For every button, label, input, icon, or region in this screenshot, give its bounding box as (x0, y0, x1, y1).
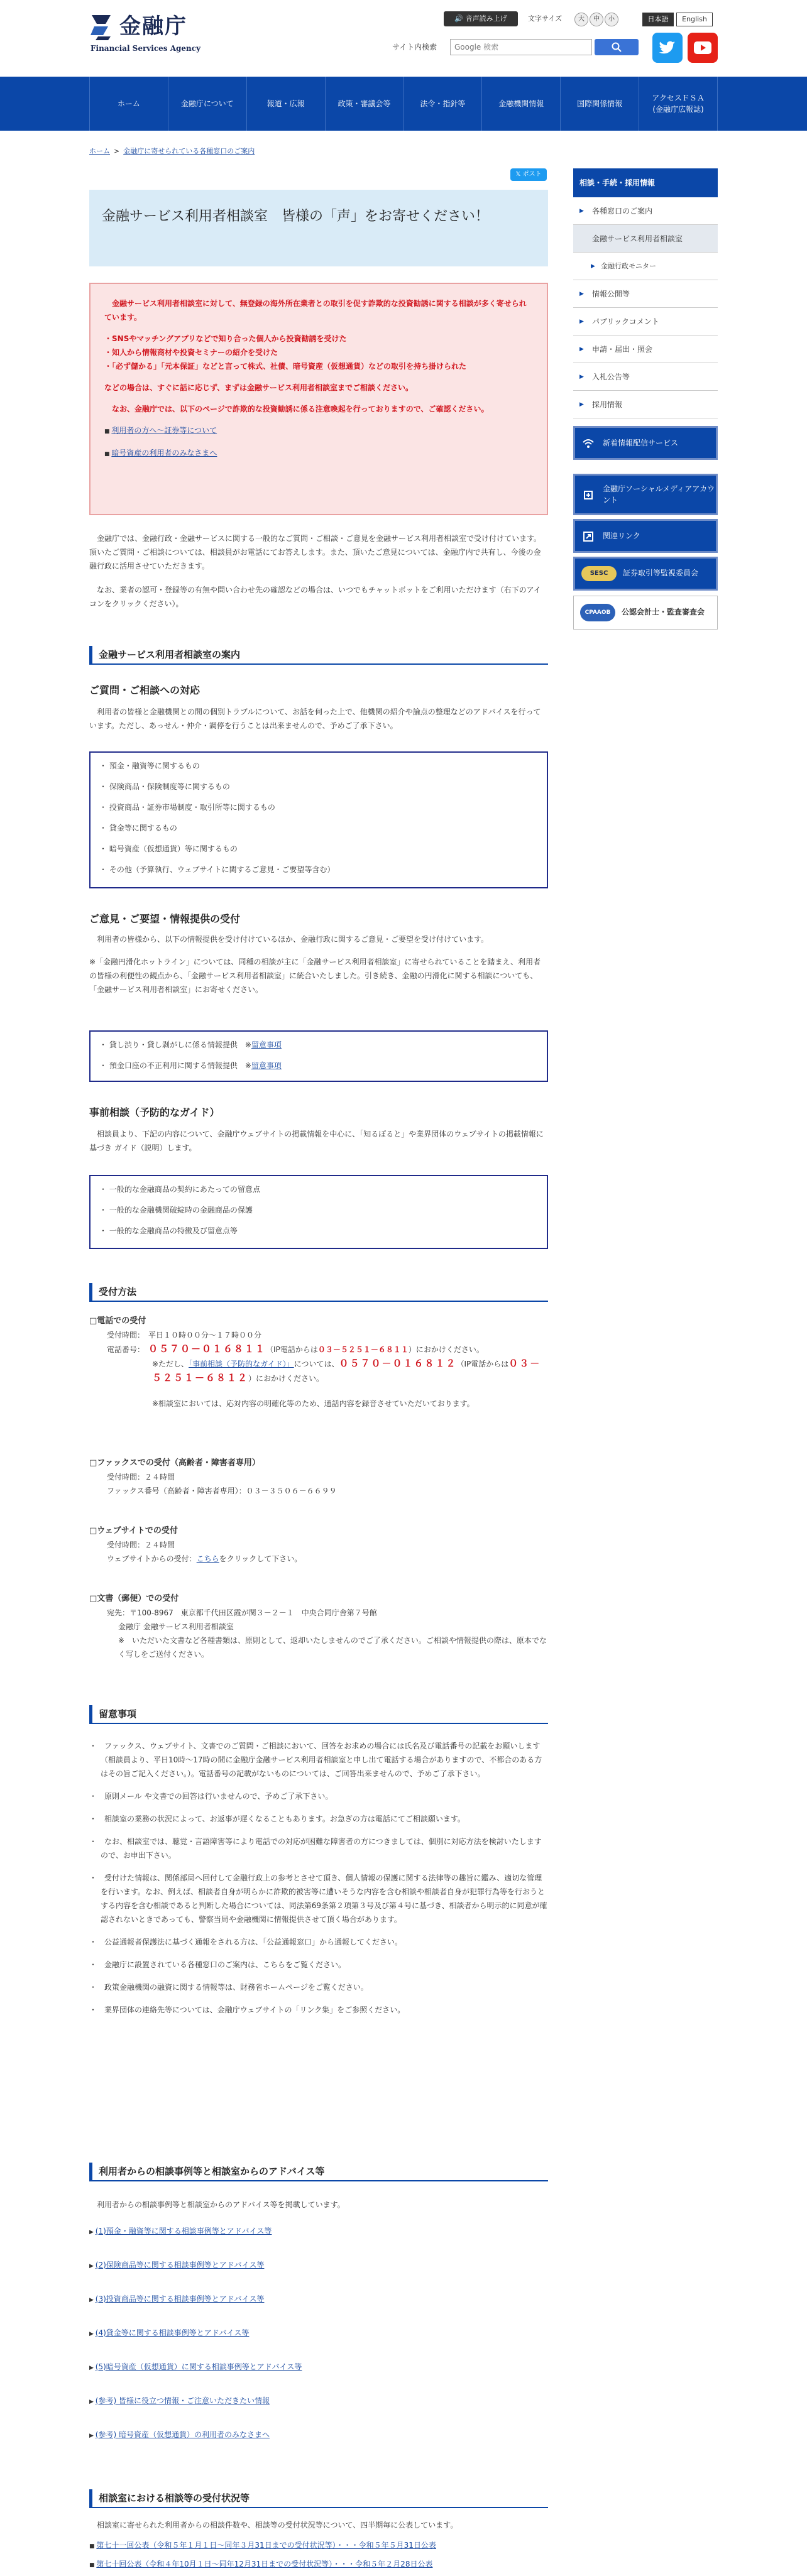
list-item: ・ 貸金等に関するもの (99, 821, 538, 835)
status-link-71[interactable]: 第七十一回公表（令和５年１月１日～同年３月31日までの受付状況等）・・・令和５年５月31日公表 (96, 2541, 436, 2550)
sidebar-item-consultation-office[interactable]: 金融サービス利用者相談室 (573, 225, 718, 253)
sesc-logo: SESC (581, 566, 617, 581)
caution-link[interactable]: 留意事項 (251, 1040, 282, 1049)
preventive-guide-link[interactable]: 「事前相談（予防的なガイド）」 (189, 1360, 294, 1368)
logo-subtitle: Financial Services Agency (91, 44, 201, 53)
list-item: ・ 一般的な金融機関破綻時の金融商品の保護 (99, 1203, 538, 1217)
tweet-share-button[interactable]: 𝕏 ポスト (510, 168, 547, 181)
reception-fax-number: ファックス番号（高齢者・障害者専用）：０３－３５０６－６６９９ (107, 1487, 337, 1495)
opinions-note: ※「金融円滑化ホットライン」については、同種の相談が主に「金融サービス利用者相談室」に寄せられていることを踏まえ、利用者の皆様の利便性の観点から、「金融サービス利用者相談室」に統合いたしました。引き続き、金融の円滑化に関する相談についても、「金融サービス利用者相談室」にお寄せください。 (89, 958, 541, 994)
cases-list (89, 2198, 548, 2462)
sidebar-item-public-comment[interactable]: ▶ パブリックコメント (573, 308, 718, 336)
list-item: ・ 金融庁に設置されている各種窓口のご案内は、こちらをご覧ください。 (89, 1958, 548, 1972)
reception-mail (89, 1592, 548, 1661)
alert-note: なお、金融庁では、以下のページで詐欺的な投資勧誘に係る注意喚起を行っておりますので、ご確認ください。 (112, 405, 489, 413)
cases-intro: 利用者からの相談事例等と相談室からのアドバイス等を掲載しています。 (97, 2200, 345, 2209)
search-label: サイト内検索 (392, 43, 437, 52)
reception-mail-address: 宛先：〒100-8967 東京都千代田区霞が関３－２－１ 中央合同庁舎第７号館 (107, 1608, 377, 1617)
alert-link-crypto[interactable]: 暗号資産の利用者のみなさまへ (111, 449, 217, 457)
reception-web-hours: 受付時間：２４時間 (107, 1541, 175, 1549)
tweet-share-label: ポスト (522, 171, 542, 178)
list-item: ・ 一般的な金融商品の契約にあたっての留意点 (99, 1182, 538, 1196)
search-icon (612, 42, 622, 52)
status-list (89, 2518, 548, 2576)
phone-number[interactable]: ０５７０－０１６８１１ (148, 1343, 266, 1355)
site-header (0, 0, 807, 77)
wifi-icon (583, 438, 594, 449)
banner-label: 公認会計士・監査審査会 (622, 608, 705, 617)
youtube-play-icon (688, 33, 718, 63)
intro-text (89, 532, 548, 621)
nav-international[interactable]: 国際関係情報 (560, 77, 639, 131)
sidebar-menu (573, 197, 718, 418)
alert-item: ・ 「必ず儲かる」「元本保証」などと言って株式、社債、暗号資産（仮想通貨）などの取引を持ち掛けられた (104, 359, 533, 373)
banner-label: 証券取引等監視委員会 (623, 569, 699, 578)
intro-paragraph: なお、業者の認可・登録等の有無や問い合わせ先の確認などの場合は、いつでもチャットボットをご利用いただけます（右下のアイコンをクリックください）。 (89, 586, 541, 608)
breadcrumb-home-link[interactable]: ホーム (89, 147, 110, 155)
list-item: ・ 公益通報者保護法に基づく通報をされる方は、「公益通報窓口」から通報してください。 (89, 1935, 548, 1949)
breadcrumb (89, 146, 255, 157)
voice-readout-button[interactable] (444, 11, 518, 26)
fsa-logo-mark-icon (89, 13, 113, 41)
alert-link-securities[interactable]: 利用者の方へ～証券等について (111, 426, 217, 435)
banner-label: 関連リンク (603, 532, 640, 540)
sidebar-item-admin-monitor[interactable]: ▶ 金融行政モニター (573, 253, 718, 280)
reception-phone (89, 1314, 548, 1411)
lang-english-button[interactable]: English (676, 13, 713, 26)
case-link-deposits[interactable]: (1)預金・融資等に関する相談事例等とアドバイス等 (95, 2227, 272, 2235)
sidebar-title: 相談・手続・採用情報 (573, 168, 718, 197)
alert-item: ・ 知人から情報商材や投資セミナーの紹介を受けた (104, 346, 533, 359)
questions-text: 利用者の皆様と金融機関との間の個別トラブルについて、お話を伺った上で、他機関の紹介や論点の整理などのアドバイスを行っています。ただし、あっせん・仲介・調停を行うことは出来ませんので、予めご了承下さい。 (89, 707, 541, 730)
subheading-opinions: ご意見・ご要望・情報提供の受付 (89, 913, 241, 925)
font-size-label: 文字サイズ (528, 14, 563, 23)
font-size-large-button[interactable]: 大 (574, 13, 588, 26)
speaker-icon: 🔊 (454, 14, 464, 23)
preventive-guide-text: 相談員より、下記の内容について、金融庁ウェブサイトの掲載情報を中心に、「知るぽると」や業界団体のウェブサイトの掲載情報に基づき ガイド（説明）します。 (89, 1130, 544, 1152)
fraud-alert-box (89, 283, 548, 515)
banner-cpaaob[interactable] (573, 596, 718, 630)
reception-phone-hours: 受付時間： 平日１０時００分～１７時００分 (107, 1331, 262, 1340)
preventive-ip-phone-number[interactable]: ０３－５２５１－６８１２ (152, 1358, 541, 1384)
list-item: ・ その他（予算執行、ウェブサイトに関するご意見・ご要望等含む） (99, 863, 538, 876)
banner-label: 新着情報配信サービス (603, 439, 679, 447)
banner-social-media[interactable] (573, 474, 718, 515)
list-item: ・ ファックス、ウェブサイト、文書でのご質問・ご相談において、回答をお求めの場合には氏名及び電話番号の記載をお願いします（相談員より、平日10時～17時の間に金融庁金融サービス利用者相談室と申し出て電話する場合がありますので、不都合のある方はその旨ご記入ください。）。電話番号の記載がないものについては、ご回答出来ませんので、予めご了承下さい。 (89, 1739, 548, 1781)
twitter-button[interactable] (652, 33, 683, 63)
reception-phone-heading: □電話での受付 (89, 1316, 146, 1326)
nav-about[interactable]: 金融庁について (168, 77, 246, 131)
case-link-crypto-users[interactable]: (参考) 暗号資産（仮想通貨）の利用者のみなさまへ (95, 2430, 270, 2439)
reception-mail-heading: □文書（郵便）での受付 (89, 1594, 179, 1603)
breadcrumb-separator: > (114, 147, 120, 155)
font-size-small-button[interactable]: 小 (605, 13, 618, 26)
case-link-useful-info[interactable]: (参考) 皆様に役立つ情報・ご注意いただきたい情報 (95, 2396, 270, 2405)
reception-web (89, 1524, 548, 1566)
list-item: ・ 相談室の業務の状況によって、お返事が遅くなることもあります。お急ぎの方は電話にてご相談願います。 (89, 1812, 548, 1826)
banner-sesc[interactable] (573, 557, 718, 591)
sidebar-item-contact-windows[interactable]: ▶ 各種窓口のご案内 (573, 197, 718, 225)
link-icon (583, 531, 594, 542)
case-link-crypto[interactable]: (5)暗号資産（仮想通貨）に関する相談事例等とアドバイス等 (95, 2362, 302, 2371)
list-item: ・ 貸し渋り・貸し剥がしに係る情報提供 ※留意事項 (99, 1038, 538, 1052)
breadcrumb-current-link[interactable]: 金融庁に寄せられている各種窓口のご案内 (123, 147, 255, 155)
list-item: ・ 保険商品・保険制度等に関するもの (99, 780, 538, 794)
reception-recording-note: ※相談室においては、応対内容の明確化等のため、通話内容を録音させていただいております。 (152, 1399, 475, 1408)
notes-list (89, 1739, 548, 2026)
list-item: ・ 預金・融資等に関するもの (99, 759, 538, 773)
reception-fax-heading: □ファックスでの受付（高齢者・障害者専用） (89, 1458, 260, 1468)
intro-paragraph: 金融庁では、金融行政・金融サービスに関する一般的なご質問・ご相談・ご意見を金融サービス利用者相談室で受け付けています。頂いたご質問・ご相談については、相談員がお電話にてお答えします。また、頂いたご意見については、金融庁内で共有し、今後の金融行政に活用させていただきます。 (89, 534, 542, 570)
section-heading-guide: 金融サービス利用者相談室の案内 (89, 646, 548, 665)
search-button[interactable] (595, 39, 639, 55)
lang-japanese-button[interactable]: 日本語 (642, 13, 674, 26)
list-item: ・ 預金口座の不正利用に関する情報提供 ※留意事項 (99, 1059, 538, 1072)
alert-lead: 金融サービス利用者相談室に対して、無登録の海外所在業者との取引を促す詐欺的な投資勧誘に関する相談が多く寄せられています。 (104, 299, 527, 322)
list-item: ・ 暗号資産（仮想通貨）等に関するもの (99, 842, 538, 856)
cpaaob-logo: CPAAOB (580, 604, 615, 621)
twitter-bird-icon (652, 33, 683, 63)
preventive-guide-list (89, 1175, 548, 1249)
search-input[interactable]: Google 検索 (450, 39, 592, 55)
reception-web-row: ウェブサイトからの受付：こちらをクリックして下さい。 (107, 1554, 302, 1563)
section-heading-status: 相談室における相談等の受付状況等 (89, 2489, 548, 2508)
reception-web-heading: □ウェブサイトでの受付 (89, 1526, 178, 1536)
banner-related-links[interactable] (573, 519, 718, 553)
case-link-investment[interactable]: (3)投資商品等に関する相談事例等とアドバイス等 (95, 2295, 265, 2303)
subheading-preventive-guide: 事前相談（予防的なガイド） (89, 1106, 220, 1118)
list-item: ・ 投資商品・証券市場制度・取引所等に関するもの (99, 800, 538, 814)
sidebar-item-recruitment[interactable]: ▶ 採用情報 (573, 391, 718, 418)
reception-mail-recipient: 金融庁 金融サービス利用者相談室 (118, 1622, 234, 1631)
reception-fax (89, 1456, 548, 1498)
banner-news-delivery[interactable] (573, 426, 718, 460)
list-item: ・ 政策金融機関の融資に関する情報等は、財務省ホームページをご覧ください。 (89, 1980, 548, 1994)
subheading-questions: ご質問・ご相談への対応 (89, 684, 200, 696)
nav-policy[interactable]: 政策・審議会等 (325, 77, 404, 131)
status-intro: 相談室に寄せられた利用者からの相談件数や、相談等の受付状況等について、四半期毎に公表しています。 (97, 2521, 458, 2530)
reception-fax-hours: 受付時間：２４時間 (107, 1473, 175, 1482)
nav-access-fsa[interactable]: アクセスＦＳＡ (金融庁広報誌) (639, 77, 718, 131)
case-link-money-lending[interactable]: (4)貸金等に関する相談事例等とアドバイス等 (95, 2328, 250, 2337)
questions-topic-list (89, 751, 548, 888)
nav-press[interactable]: 報道・広報 (246, 77, 325, 131)
reception-mail-note: ※ いただいた文書など各種書類は、原則として、返却いたしませんのでご了承ください。ご相談や情報提供の際は、原本でなく写しをご送付ください。 (118, 1636, 547, 1659)
alert-item: ・ SNSやマッチングアプリなどで知り合った個人から投資勧誘を受けた (104, 332, 533, 346)
status-link-70[interactable]: 第七十回公表（令和４年10月１日～同年12月31日までの受付状況等）・・・令和５年２月28日公表 (96, 2560, 433, 2568)
list-item: ・ なお、相談室では、聴覚・言語障害等により電話での対応が困難な障害者の方につきましては、個別に対応方法を検討いたしますので、お申出下さい。 (89, 1835, 548, 1862)
page-title: 金融サービス利用者相談室 皆様の「声」をお寄せください！ (89, 190, 548, 266)
web-form-link[interactable]: こちら (196, 1554, 219, 1563)
global-nav (0, 77, 807, 131)
list-item: ・ 受付けた情報は、関係部局へ回付して金融行政上の参考とさせて頂き、個人情報の保護に関する法律等の趣旨に鑑み、適切な管理を行います。なお、例えば、相談者自身が明らかに詐欺的被害等に遭いそうな内容を含む相談や相談者自身が犯罪行為等を行おうとする内容を含む相談であると判断した場合については、同法第69条第２項第３号及び第４号に基づき、相談者から明示的に同意が確認されないときであっても、警察当局や金融機関に情報提供させて頂く場合があります。 (89, 1871, 548, 1926)
opinions-topic-list (89, 1030, 548, 1082)
nav-laws[interactable]: 法令・指針等 (404, 77, 482, 131)
font-size-medium-button[interactable]: 中 (590, 13, 603, 26)
ip-phone-number[interactable]: ０３－５２５１－６８１１ (317, 1345, 409, 1354)
case-link-insurance[interactable]: (2)保険商品等に関する相談事例等とアドバイス等 (95, 2261, 265, 2269)
sidebar-item-disclosure[interactable]: ▶ 情報公開等 (573, 280, 718, 308)
preventive-phone-number[interactable]: ０５７０－０１６８１２ (339, 1358, 457, 1369)
voice-readout-label: 音声読み上げ (465, 14, 507, 23)
caution-link[interactable]: 留意事項 (251, 1061, 282, 1070)
section-heading-reception: 受付方法 (89, 1283, 548, 1302)
fsa-logo[interactable] (89, 13, 240, 53)
logo-title: 金融庁 (119, 14, 187, 39)
list-item: ・ 原則メール や文書での回答は行いませんので、予めご了承下さい。 (89, 1789, 548, 1803)
nav-home[interactable]: ホーム (89, 77, 168, 131)
alert-warning: などの場合は、すぐに話に応じず、まずは金融サービス利用者相談室までご相談ください。 (104, 383, 414, 392)
share-icon (583, 489, 594, 501)
sidebar-item-applications[interactable]: ▶ 申請・届出・照会 (573, 336, 718, 363)
list-item: ・ 業界団体の連絡先等については、金融庁ウェブサイトの「リンク集」をご参照ください。 (89, 2003, 548, 2017)
youtube-button[interactable] (688, 33, 718, 63)
opinions-text: 利用者の皆様から、以下の情報提供を受け付けているほか、金融行政に関するご意見・ご要望を受け付けています。 (97, 935, 489, 944)
section-heading-cases: 利用者からの相談事例等と相談室からのアドバイス等 (89, 2163, 548, 2181)
reception-preventive-phone-row: ※ただし、「事前相談（予防的なガイド）」については、０５７０－０１６８１２（IP電話からは０３－５２５１－６８１２）におかけください。 (152, 1358, 541, 1384)
list-item: ・ 一般的な金融商品の特徴及び留意点等 (99, 1224, 538, 1238)
section-heading-notes: 留意事項 (89, 1705, 548, 1724)
sidebar-item-tenders[interactable]: ▶ 入札公告等 (573, 363, 718, 391)
nav-institutions[interactable]: 金融機関情報 (481, 77, 560, 131)
reception-phone-number-row: 電話番号： ０５７０－０１６８１１（IP電話からは０３－５２５１－６８１１）におかけください。 (107, 1343, 484, 1355)
banner-label: 金融庁ソーシャルメディアアカウント (603, 484, 715, 505)
